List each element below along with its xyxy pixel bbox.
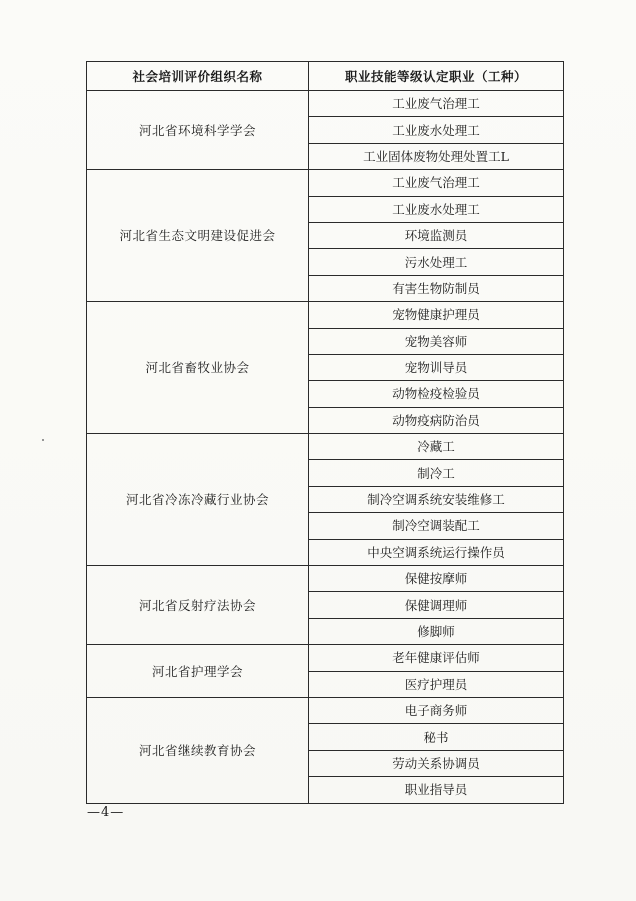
occupation-name: 工业废气治理工 [309,170,564,196]
organization-name: 河北省冷冻冷藏行业协会 [87,434,309,566]
organization-name: 河北省环境科学学会 [87,91,309,170]
occupation-name: 冷藏工 [309,434,564,460]
table-row [87,566,564,592]
occupation-name: 秘书 [309,724,564,750]
occupation-name: 有害生物防制员 [309,275,564,301]
occupation-name: 医疗护理员 [309,671,564,697]
organization-name: 河北省生态文明建设促进会 [87,170,309,302]
occupation-name: 修脚师 [309,618,564,644]
table-row [87,697,564,723]
occupation-name: 工业废水处理工 [309,117,564,143]
organization-name: 河北省护理学会 [87,645,309,698]
occupation-name: 宠物训导员 [309,354,564,380]
organization-name: 河北省反射疗法协会 [87,566,309,645]
occupation-name: 宠物健康护理员 [309,302,564,328]
occupation-name: 动物检疫检验员 [309,381,564,407]
occupation-name: 宠物美容师 [309,328,564,354]
table-header-row [87,62,564,91]
occupation-name: 制冷工 [309,460,564,486]
table-row [87,302,564,328]
occupation-name: 劳动关系协调员 [309,750,564,776]
occupation-name: 电子商务师 [309,697,564,723]
occupation-name: 污水处理工 [309,249,564,275]
certification-table [86,61,564,804]
organization-name: 河北省继续教育协会 [87,697,309,803]
scan-speck [42,439,44,441]
occupation-name: 工业废水处理工 [309,196,564,222]
occupation-name: 中央空调系统运行操作员 [309,539,564,565]
page-number: —4— [87,805,125,820]
table-body [87,91,564,804]
table-row [87,91,564,117]
occupation-name: 工业废气治理工 [309,91,564,117]
occupation-name: 职业指导员 [309,777,564,803]
occupation-name: 环境监测员 [309,222,564,248]
table-row [87,645,564,671]
occupation-name: 制冷空调装配工 [309,513,564,539]
table-row [87,170,564,196]
occupation-name: 制冷空调系统安装维修工 [309,486,564,512]
organization-name: 河北省畜牧业协会 [87,302,309,434]
occupation-name: 老年健康评估师 [309,645,564,671]
occupation-name: 保健按摩师 [309,566,564,592]
occupation-name: 保健调理师 [309,592,564,618]
header-organization: 社会培训评价组织名称 [87,62,309,91]
occupation-name: 工业固体废物处理处置工L [309,143,564,169]
table-row [87,434,564,460]
occupation-name: 动物疫病防治员 [309,407,564,433]
header-occupation: 职业技能等级认定职业（工种） [309,62,564,91]
